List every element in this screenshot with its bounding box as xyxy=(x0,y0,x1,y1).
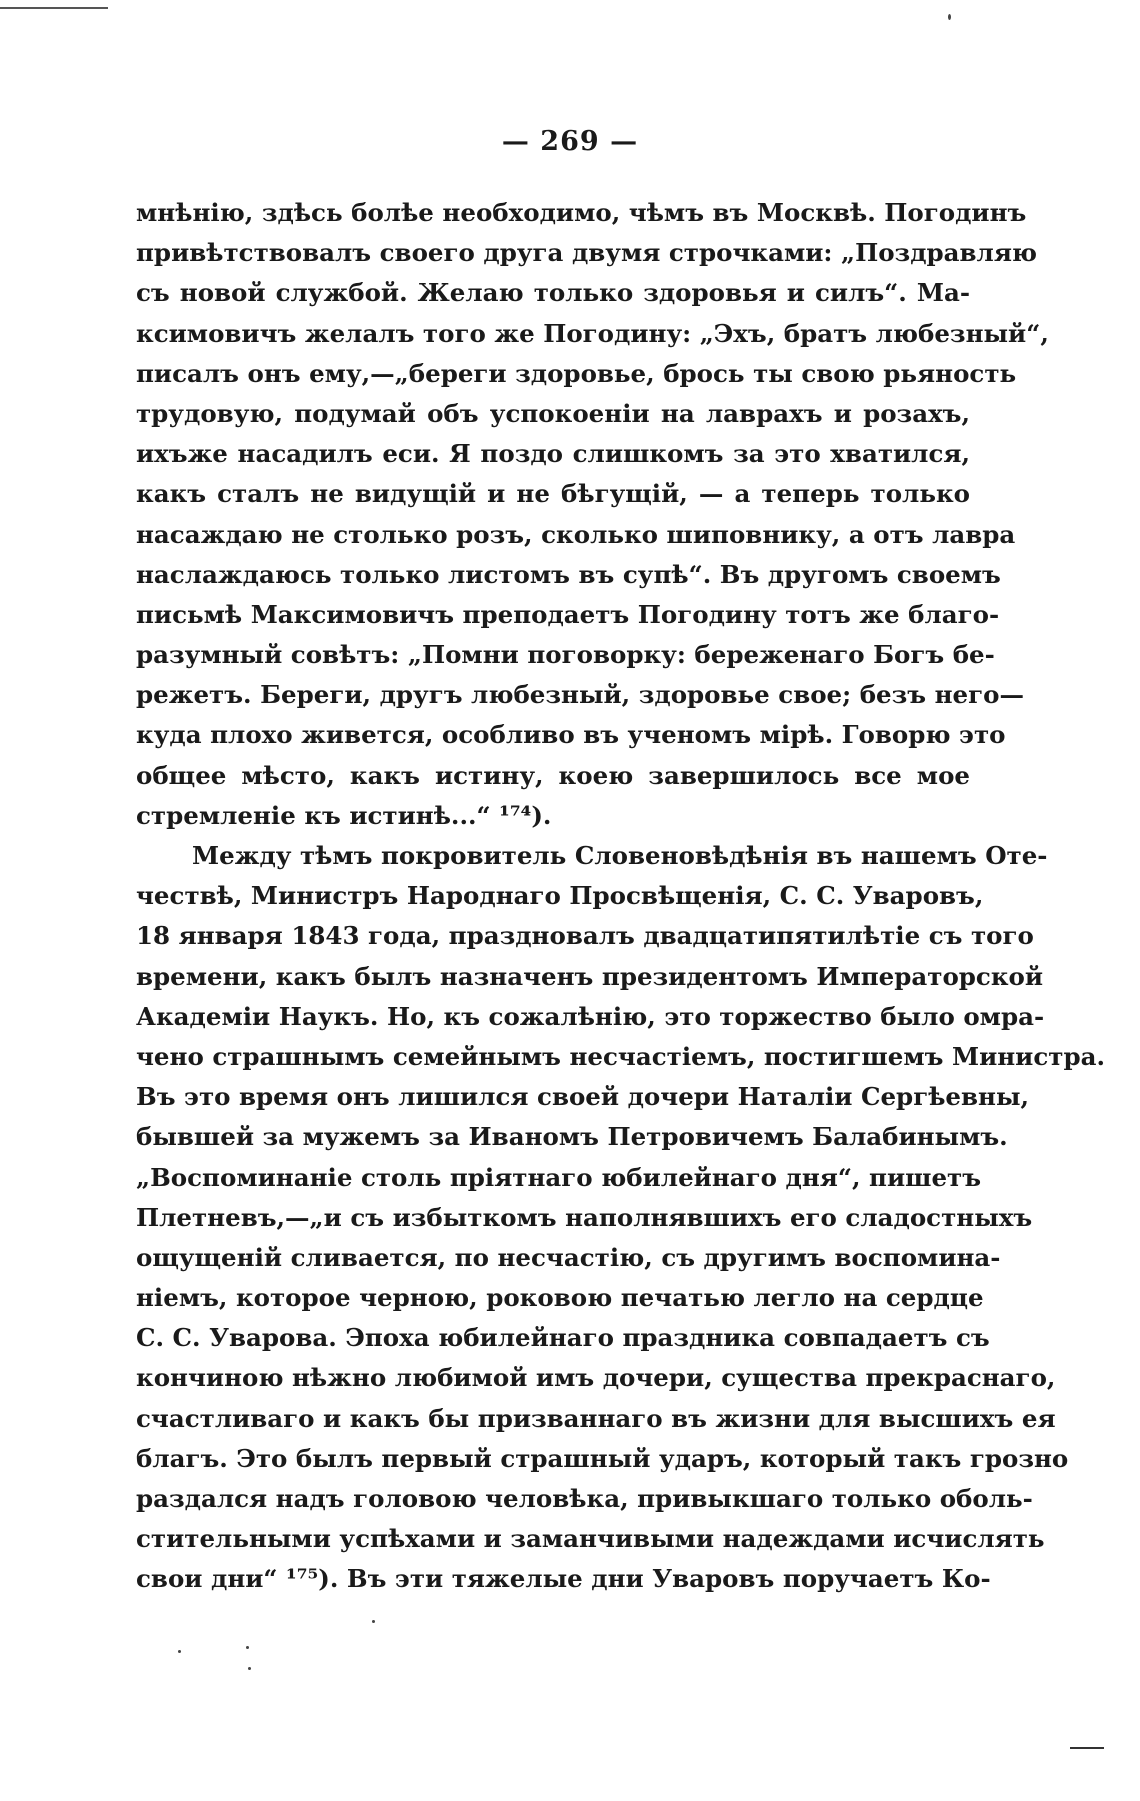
text-line: Академіи Наукъ. Но, къ сожалѣнію, это торжество было омра- xyxy=(136,1001,1045,1031)
text-line: разумный совѣтъ: „Помни поговорку: береженаго Богъ бе- xyxy=(136,640,995,670)
scan-edge-rule xyxy=(0,7,108,9)
text-line: ихъже насадилъ еси. Я поздо слишкомъ за это хватился, xyxy=(136,439,970,469)
text-line: насаждаю не столько розъ, сколько шиповнику, а отъ лавра xyxy=(136,519,1016,549)
text-line: письмѣ Максимовичъ преподаетъ Погодину тотъ же благо- xyxy=(136,599,1000,629)
scan-speck xyxy=(248,1667,251,1670)
text-line: ксимовичъ желалъ того же Погодину: „Эхъ, братъ любезный“, xyxy=(136,318,1049,348)
text-line: Въ это время онъ лишился своей дочери Наталіи Сергѣевны, xyxy=(136,1082,1030,1112)
text-line: ощущеній сливается, по несчастію, съ другимъ воспомина- xyxy=(136,1242,1001,1272)
text-line: чено страшнымъ семейнымъ несчастіемъ, постигшемъ Министра. xyxy=(136,1041,1105,1071)
text-line: привѣтствовалъ своего друга двумя строчками: „Поздравляю xyxy=(136,238,1038,268)
text-line: какъ сталъ не видущій и не бѣгущій, — а теперь только xyxy=(136,479,970,509)
text-line: трудовую, подумай объ успокоеніи на лаврахъ и розахъ, xyxy=(136,398,970,428)
text-line: С. С. Уварова. Эпоха юбилейнаго праздника совпадаетъ съ xyxy=(136,1323,990,1353)
text-line: съ новой службой. Желаю только здоровья и силъ“. Ма- xyxy=(136,278,970,308)
text-line: свои дни“ ¹⁷⁵). Въ эти тяжелые дни Уваровъ поручаетъ Ко- xyxy=(136,1564,991,1594)
scan-speck xyxy=(372,1620,375,1623)
scan-speck xyxy=(178,1650,181,1653)
scan-edge-rule xyxy=(1070,1747,1104,1749)
text-line: благъ. Это былъ первый страшный ударъ, который такъ грозно xyxy=(136,1443,1069,1473)
page-number: — 269 — xyxy=(501,126,639,157)
text-line: стремленіе къ истинѣ...“ ¹⁷⁴). xyxy=(136,800,552,830)
text-line: кончиною нѣжно любимой имъ дочери, существа прекраснаго, xyxy=(136,1363,1056,1393)
paragraph xyxy=(136,193,1049,836)
text-line: мнѣнію, здѣсь болѣе необходимо, чѣмъ въ Москвѣ. Погодинъ xyxy=(136,198,1027,227)
text-line: режетъ. Береги, другъ любезный, здоровье свое; безъ него— xyxy=(136,680,1024,710)
text-line: раздался надъ головою человѣка, привыкшаго только оболь- xyxy=(136,1484,1033,1513)
text-line: Между тѣмъ покровитель Словеновѣдѣнія въ нашемъ Оте- xyxy=(192,841,1048,870)
text-line: писалъ онъ ему,—„береги здоровье, брось ты свою рьяность xyxy=(136,358,1017,388)
text-line: стительными успѣхами и заманчивыми надеждами исчислять xyxy=(136,1524,1045,1554)
text-line: чествѣ, Министръ Народнаго Просвѣщенія, С. С. Уваровъ, xyxy=(136,881,984,911)
text-line: времени, какъ былъ назначенъ президентомъ Императорской xyxy=(136,961,1044,991)
text-line: наслаждаюсь только листомъ въ супѣ“. Въ другомъ своемъ xyxy=(136,559,1001,589)
text-line: Плетневъ,—„и съ избыткомъ наполнявшихъ его сладостныхъ xyxy=(136,1202,1033,1232)
text-line: 18 января 1843 года, праздновалъ двадцатипятилѣтіе съ того xyxy=(136,921,1034,951)
text-line: общее мѣсто, какъ истину, коею завершилось все мое xyxy=(136,760,970,790)
text-line: бывшей за мужемъ за Иваномъ Петровичемъ Балабинымъ. xyxy=(136,1122,1008,1152)
text-line: „Воспоминаніе столь пріятнаго юбилейнаго дня“, пишетъ xyxy=(136,1162,982,1192)
text-line: куда плохо живется, особливо въ ученомъ мірѣ. Говорю это xyxy=(136,720,1006,750)
text-line: ніемъ, которое черною, роковою печатью легло на сердце xyxy=(136,1283,984,1313)
body-text xyxy=(136,193,1105,1600)
text-line: счастливаго и какъ бы призваннаго въ жизни для высшихъ ея xyxy=(136,1403,1056,1433)
scan-speck xyxy=(246,1646,249,1649)
paragraph xyxy=(136,836,1105,1600)
scan-speck xyxy=(948,14,951,20)
